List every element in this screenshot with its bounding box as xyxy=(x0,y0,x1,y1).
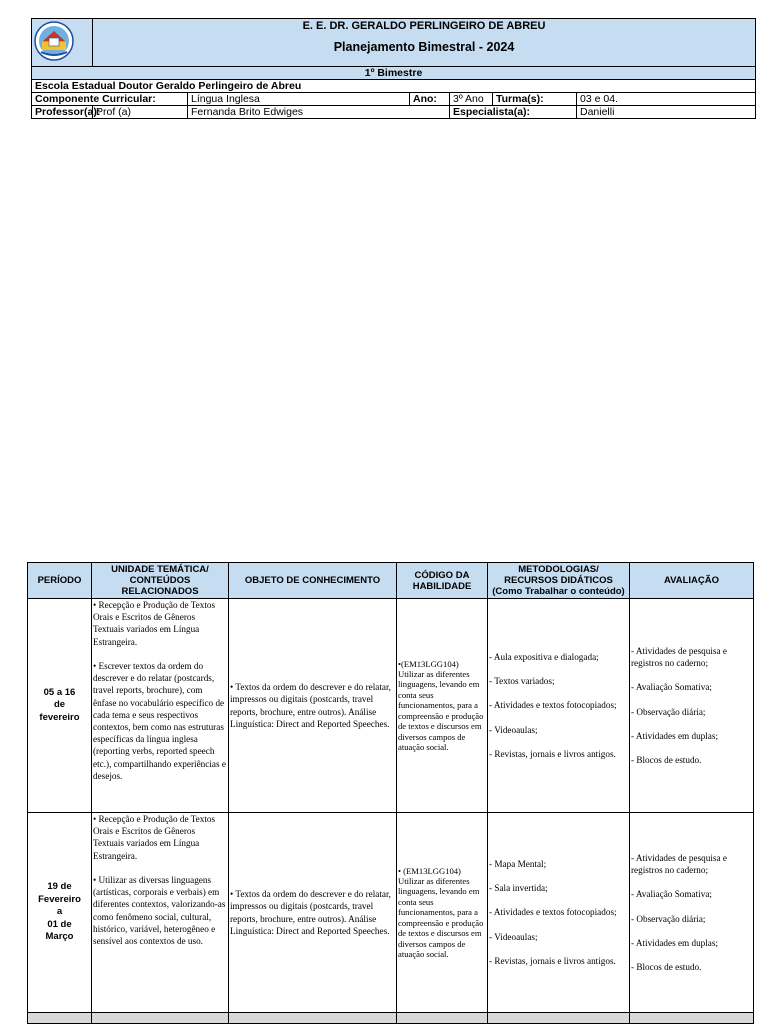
specialist-label: Especialista(a): xyxy=(450,106,577,119)
year-label: Ano: xyxy=(410,93,450,106)
period-cell: 05 a 16 de fevereiro xyxy=(28,599,92,813)
unit-paragraph: • Utilizar as diversas linguagens (artísticas, corporais e verbais) em diferentes contextos, valorizando-as como fenômeno social, cultural, histórico, variável, heterogêneo e sensível aos contextos de uso. xyxy=(93,875,226,947)
list-item: - Atividades de pesquisa e registros no caderno; xyxy=(631,645,727,669)
evaluation-cell xyxy=(630,599,754,813)
plan-table xyxy=(27,562,754,1024)
unit-paragraph: • Escrever textos da ordem do descrever e do relatar (postcards, travel reports, brochure), com ênfase no vocabulário específico de cada tema e seus respectivos contextos, bem como nas estruturas específicas da língua inglesa (reporting verbs, reported speech etc.), compartilhando experiências e desejos. xyxy=(93,661,226,781)
component-label: Componente Curricular: xyxy=(32,93,188,106)
list-item: - Atividades em duplas; xyxy=(631,730,719,741)
skill-code-cell: • (EM13LGG104) Utilizar as diferentes linguagens, levando em conta seus funcionamentos, para a compreensão e produção de textos e discursos em diversos campos de atuação social. xyxy=(397,813,488,1013)
list-item: - Atividades e textos fotocopiados; xyxy=(489,700,617,711)
evaluation-cell xyxy=(630,813,754,1013)
header-table xyxy=(31,18,756,119)
list-item: - Videoaulas; xyxy=(489,724,538,735)
year-value: 3º Ano xyxy=(450,93,493,106)
object-cell: • Textos da ordem do descrever e do relatar, impressos ou digitais (postcards, travel reports, brochure, entre outros). Análise Linguística: Direct and Reported Speeches. xyxy=(229,599,397,813)
list-item: - Revistas, jornais e livros antigos. xyxy=(489,955,616,966)
list-item: - Aula expositiva e dialogada; xyxy=(489,651,599,662)
logo-cell xyxy=(32,19,93,67)
methods-cell xyxy=(488,813,630,1013)
teacher-prefix: Prof (a) xyxy=(93,106,188,119)
unit-paragraph: • Recepção e Produção de Textos Orais e Escritos de Gêneros Textuais variados em Língua Estrangeira. xyxy=(93,600,216,647)
skill-code-cell: •(EM13LGG104) Utilizar as diferentes linguagens, levando em conta seus funcionamentos, para a compreensão e produção de textos e discursos em diversos campos de atuação social. xyxy=(397,599,488,813)
class-value: 03 e 04. xyxy=(577,93,756,106)
unit-paragraph: • Recepção e Produção de Textos Orais e Escritos de Gêneros Textuais variados em Língua Estrangeira. xyxy=(93,814,216,861)
unit-cell xyxy=(92,599,229,813)
header-object: OBJETO DE CONHECIMENTO xyxy=(229,563,397,599)
header-code: CÓDIGO DA HABILIDADE xyxy=(397,563,488,599)
list-item: - Sala invertida; xyxy=(489,883,548,894)
title-cell xyxy=(93,19,756,67)
school-full-name: Escola Estadual Doutor Geraldo Perlingeiro de Abreu xyxy=(32,80,756,93)
list-item: - Mapa Mental; xyxy=(489,858,547,869)
table-row-partial xyxy=(28,1013,754,1024)
list-item: - Blocos de estudo. xyxy=(631,754,702,765)
list-item: - Blocos de estudo. xyxy=(631,961,702,972)
specialist-value: Danielli xyxy=(577,106,756,119)
class-label: Turma(s): xyxy=(493,93,577,106)
list-item: - Atividades de pesquisa e registros no caderno; xyxy=(631,852,727,876)
list-item: - Revistas, jornais e livros antigos. xyxy=(489,748,616,759)
object-cell: • Textos da ordem do descrever e do relatar, impressos ou digitais (postcards, travel reports, brochure, entre outros). Análise Linguística: Direct and Reported Speeches. xyxy=(229,813,397,1013)
list-item: - Avaliação Somativa; xyxy=(631,682,712,693)
plan-title: Planejamento Bimestral - 2024 xyxy=(333,40,515,54)
teacher-name: Fernanda Brito Edwiges xyxy=(188,106,450,119)
school-crest-icon xyxy=(34,21,74,61)
unit-cell xyxy=(92,813,229,1013)
methods-cell xyxy=(488,599,630,813)
header-unit: UNIDADE TEMÁTICA/ CONTEÚDOS RELACIONADOS xyxy=(92,563,229,599)
list-item: - Atividades e textos fotocopiados; xyxy=(489,907,617,918)
header-methods: METODOLOGIAS/ RECURSOS DIDÁTICOS (Como Trabalhar o conteúdo) xyxy=(488,563,630,599)
list-item: - Observação diária; xyxy=(631,913,706,924)
table-row xyxy=(28,813,754,1013)
list-item: - Observação diária; xyxy=(631,706,706,717)
component-value: Língua Inglesa xyxy=(188,93,410,106)
list-item: - Textos variados; xyxy=(489,676,555,687)
list-item: - Atividades em duplas; xyxy=(631,937,719,948)
list-item: - Avaliação Somativa; xyxy=(631,889,712,900)
school-name: E. E. DR. GERALDO PERLINGEIRO DE ABREU xyxy=(302,20,546,32)
table-row xyxy=(28,599,754,813)
header-period: PERÍODO xyxy=(28,563,92,599)
teacher-label: Professor(a): xyxy=(32,106,93,119)
period-cell: 19 de Fevereiro a 01 de Março xyxy=(28,813,92,1013)
table-header-row xyxy=(28,563,754,599)
bimester-label: 1º Bimestre xyxy=(32,67,756,80)
list-item: - Videoaulas; xyxy=(489,931,538,942)
header-evaluation: AVALIAÇÃO xyxy=(630,563,754,599)
